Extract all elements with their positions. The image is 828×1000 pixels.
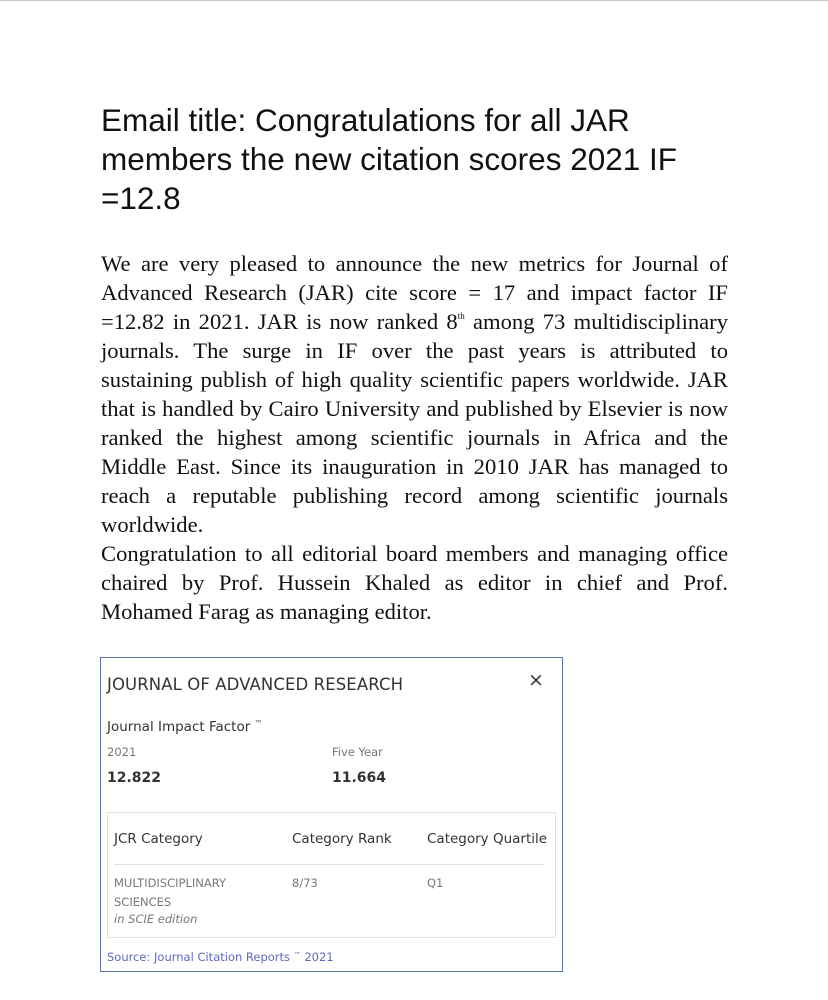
category-name-line-1: MULTIDISCIPLINARY xyxy=(114,876,227,890)
source-text: Source: Journal Citation Reports xyxy=(107,950,291,964)
trademark-symbol: ™ xyxy=(254,719,263,728)
jcr-category-header: JCR Category xyxy=(114,831,203,847)
announcement-text-start: We are very pleased to announce the new metrics for Journal of Advanced Research (JAR) cite score = 17 and impact factor IF =12.82 in 2021. JAR is now ranked 8 xyxy=(101,251,728,334)
five-year-impact-factor-value: 11.664 xyxy=(332,770,387,786)
email-body xyxy=(101,249,728,626)
source-citation xyxy=(107,950,334,964)
table-divider xyxy=(114,864,544,865)
ordinal-superscript: th xyxy=(457,311,465,321)
body-paragraph-congratulation: Congratulation to all editorial board members and managing office chaired by Prof. Hussein Khaled as editor in chief and Prof. Mohamed Farag as managing editor. xyxy=(101,541,728,624)
category-name-line-2: SCIENCES xyxy=(114,895,172,909)
category-name xyxy=(114,874,226,912)
impact-factor-label xyxy=(107,719,263,735)
edition-note: in SCIE edition xyxy=(114,912,198,926)
journal-metrics-card xyxy=(100,657,563,972)
category-quartile-value: Q1 xyxy=(427,876,444,890)
category-rank-header: Category Rank xyxy=(292,831,392,847)
source-year: 2021 xyxy=(304,950,334,964)
close-icon[interactable]: × xyxy=(528,669,544,691)
impact-factor-value: 12.822 xyxy=(107,770,162,786)
source-trademark-symbol: ™ xyxy=(293,951,301,959)
email-title: Email title: Congratulations for all JAR members the new citation scores 2021 IF =12.8 xyxy=(101,102,678,216)
category-quartile-header: Category Quartile xyxy=(427,831,548,847)
announcement-text-end: among 73 multidisciplinary journals. The surge in IF over the past years is attributed to sustaining publish of high quality scientific papers worldwide. JAR that is handled by Cairo University and published by Elsevier is now ranked the highest among scientific journals in Africa and the Middle East. Since its inauguration in 2010 JAR has managed to reach a reputable publishing record among scientific journals worldwide. xyxy=(101,309,728,537)
year-label: 2021 xyxy=(107,745,137,759)
category-rank-value: 8/73 xyxy=(292,876,318,890)
impact-factor-label-text: Journal Impact Factor xyxy=(107,719,251,735)
jcr-category-table xyxy=(107,812,556,938)
five-year-label: Five Year xyxy=(332,745,383,759)
body-paragraph-announcement xyxy=(101,249,728,539)
journal-name: JOURNAL OF ADVANCED RESEARCH xyxy=(107,675,404,694)
